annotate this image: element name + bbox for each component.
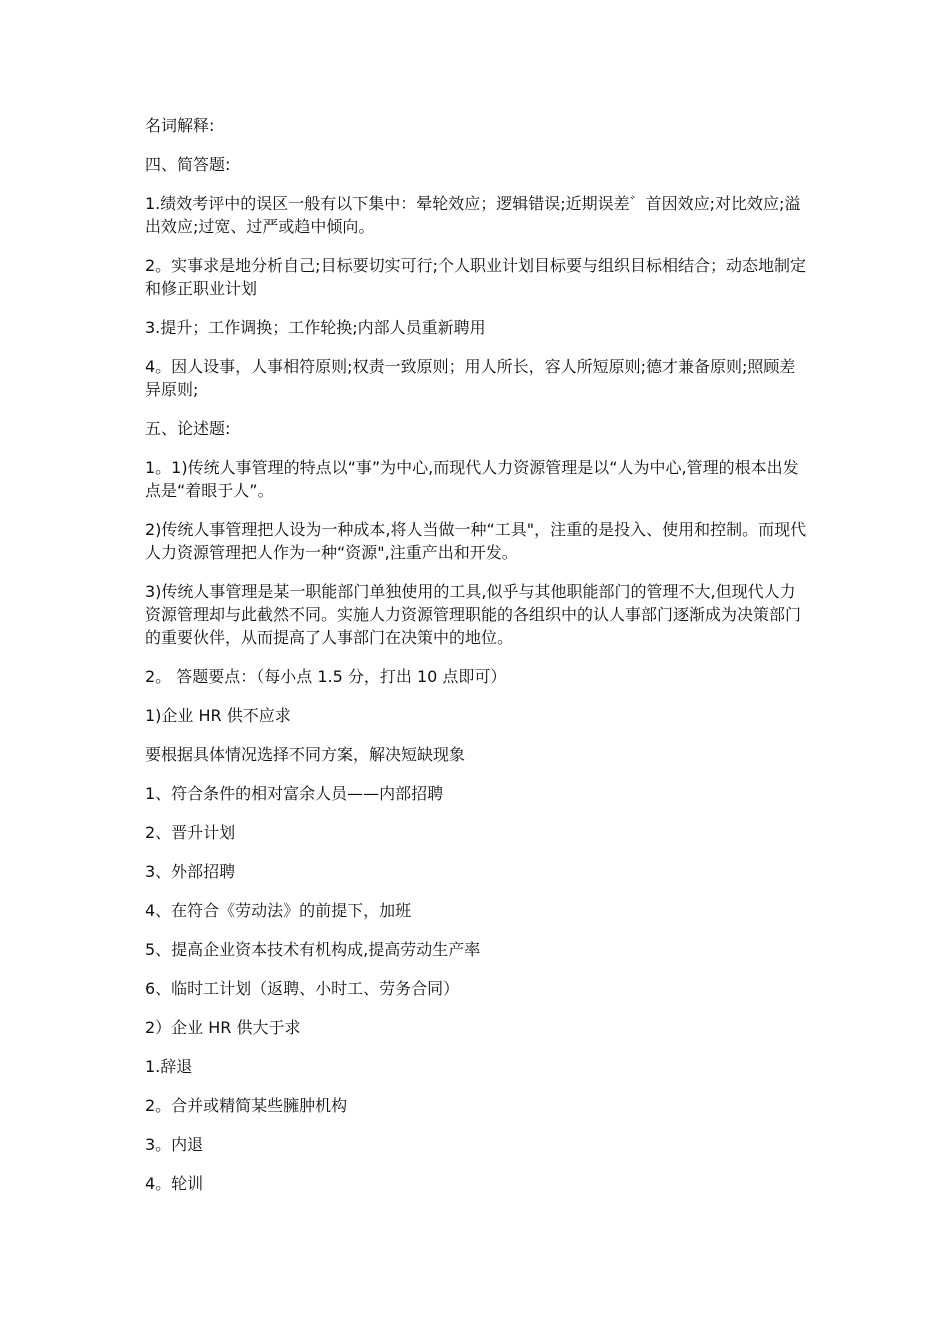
answer-paragraph: 要根据具体情况选择不同方案，解决短缺现象 — [145, 745, 466, 764]
answer-paragraph: 2)传统人事管理把人设为一种成本,将人当做一种“工具"，注重的是投入、使用和控制。而现代人力资源管理把人作为一种“资源",注重产出和开发。 — [145, 520, 807, 562]
list-item: 3、外部招聘 — [145, 862, 236, 881]
section-heading-essay: 五、论述题: — [145, 419, 231, 438]
answer-paragraph: 1。1)传统人事管理的特点以“事”为中心,而现代人力资源管理是以“人为中心,管理的根本出发点是“着眼于人”。 — [145, 458, 799, 500]
document-body — [145, 114, 810, 1211]
answer-paragraph: 3)传统人事管理是某一职能部门单独使用的工具,似乎与其他职能部门的管理不大,但现代人力资源管理却与此截然不同。实施人力资源管理职能的各组织中的认人事部门逐渐成为决策部门的重要伙伴，从而提高了人事部门在决策中的地位。 — [145, 582, 802, 647]
list-item: 5、提高企业资本技术有机构成,提高劳动生产率 — [145, 940, 481, 959]
list-item: 1.辞退 — [145, 1057, 193, 1076]
answer-paragraph: 4。因人设事，人事相符原则;权责一致原则；用人所长，容人所短原则;德才兼备原则;照顾差异原则; — [145, 357, 796, 399]
list-item: 2、晋升计划 — [145, 823, 236, 842]
subsection-heading: 2）企业 HR 供大于求 — [145, 1018, 301, 1037]
list-item: 1、符合条件的相对富余人员——内部招聘 — [145, 784, 444, 803]
list-item: 4。轮训 — [145, 1174, 204, 1193]
answer-paragraph: 2。实事求是地分析自己;目标要切实可行;个人职业计划目标要与组织目标相结合；动态地制定和修正职业计划 — [145, 256, 806, 298]
section-heading-short-answer: 四、简答题: — [145, 155, 231, 174]
subsection-heading: 1)企业 HR 供不应求 — [145, 706, 291, 725]
list-item: 2。合并或精简某些臃肿机构 — [145, 1096, 348, 1115]
answer-paragraph: 1.绩效考评中的误区一般有以下集中：晕轮效应；逻辑错误;近期误差゛首因效应;对比效应;溢出效应;过宽、过严或趋中倾向。 — [145, 194, 801, 236]
list-item: 3。内退 — [145, 1135, 204, 1154]
list-item: 4、在符合《劳动法》的前提下，加班 — [145, 901, 412, 920]
list-item: 6、临时工计划（返聘、小时工、劳务合同） — [145, 979, 460, 998]
answer-paragraph: 3.提升；工作调换；工作轮换;内部人员重新聘用 — [145, 318, 486, 337]
answer-points-heading: 2。 答题要点：（每小点 1.5 分，打出 10 点即可） — [145, 667, 507, 686]
section-heading-glossary: 名词解释: — [145, 116, 215, 135]
